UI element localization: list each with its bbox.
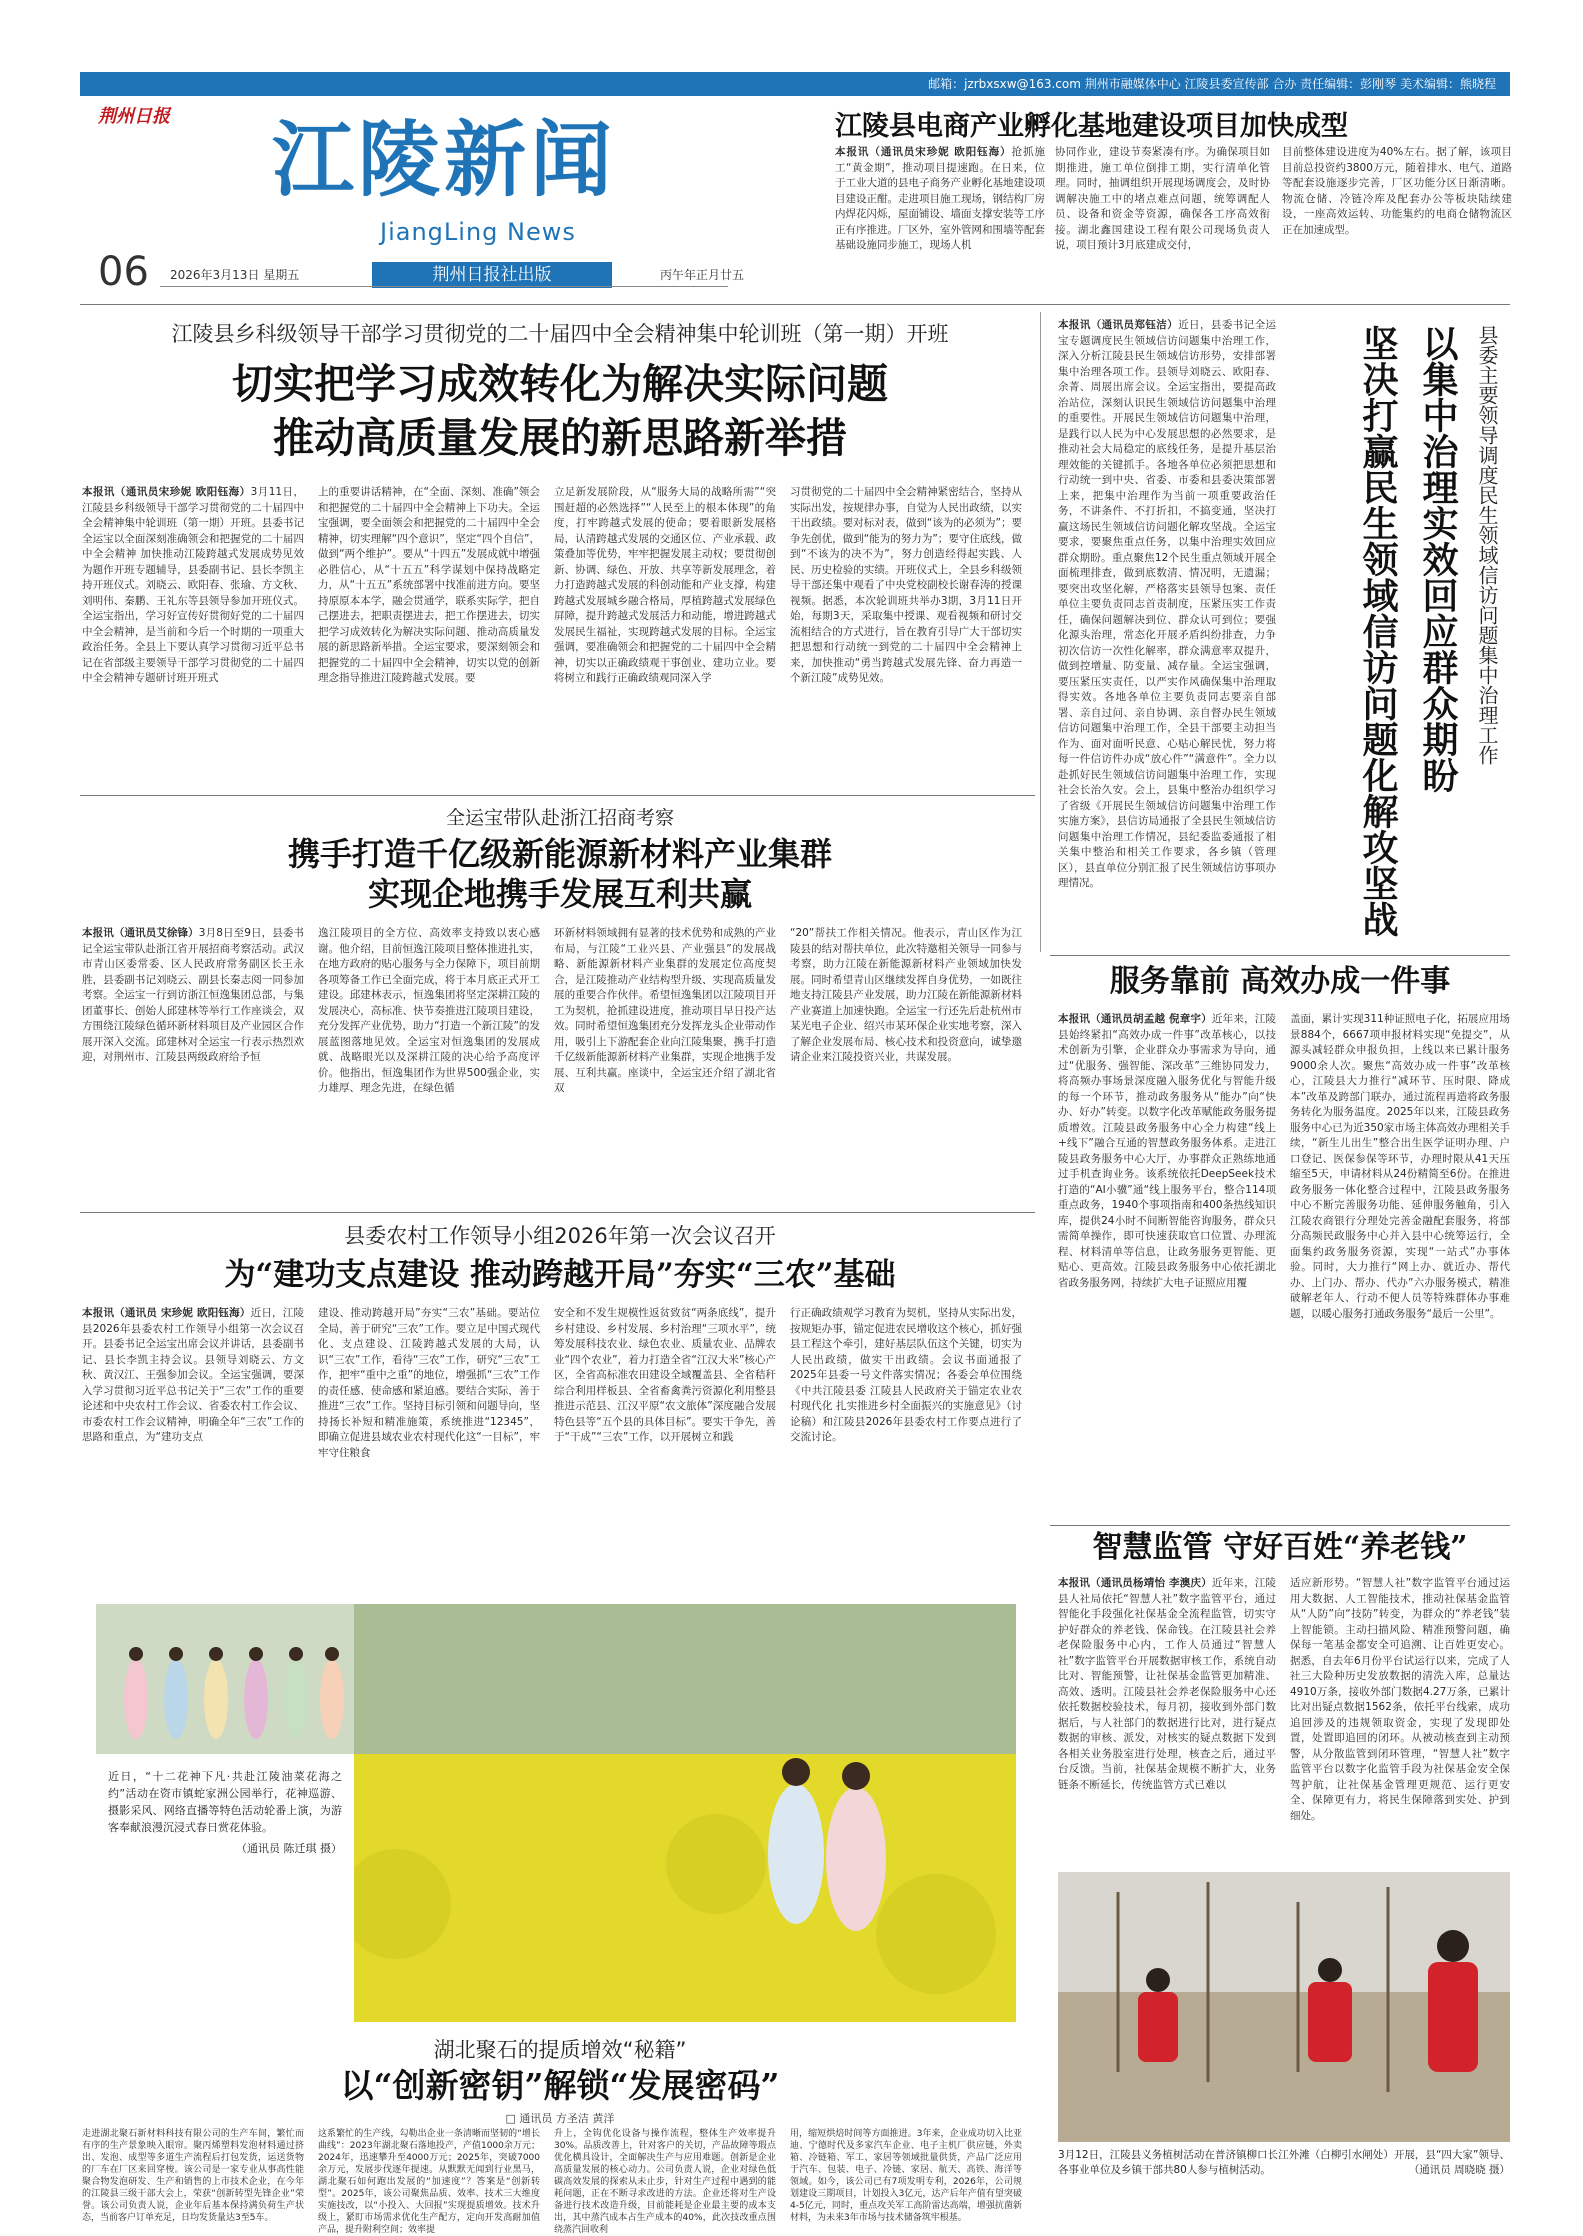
pension-col2: 适应新形势。“智慧人社”数字监管平台通过运用大数据、人工智能技术，推动社保基金监管从“人防”向“技防”转变，为群众的“养老钱”装上智能锁。主动扫描风险、精准预警问题，确保每一笔基金都安全可追溯、让百姓更安心。据悉，自去年6月份平台试运行以来，完成了人社三大险种历史发放数据的清洗入库，总量达4910万条，接收外部门数据4.27万条，已累计比对出疑点数据1562条，依托平台线索，成功追回涉及的违规领取资金，实现了发现即处置，处置即追回的闭环。从被动核查到主动预警，从分散监管到闭环管理，“智慧人社”数字监管平台以数字化监管手段为社保基金安全保驾护航，让社保基金管理更规范、运行更安全、保障更有力，将民生保障落到实处、护到细处。 bbox=[1290, 1577, 1510, 1822]
publisher-badge: 荆州日报社出版 bbox=[372, 262, 612, 288]
pension-text1: 近年来，江陵县人社局依托“智慧人社”数字监管平台，通过智能化手段强化社保基金全流程监管，切实守护好群众的养老钱、保命钱。在江陵县社会养老保险服务中心内，工作人员通过“智慧人社”数字监管平台开展数据审核工作，系统自动比对、智能预警，让社保基金监管更加精准、高效、透明。江陵县社会养老保险服务中心还依托数据校验技术，每月初，接收到外部门数据后，与人社部门的数据进行比对，进行疑点数据的审核、派发，对核实的疑点数据下发到各相关业务股室进行处理，核查之后，通过平台反馈。当前，社保基金规模不断扩大，业务链条不断延长，传统监管方式已难以 bbox=[1058, 1577, 1277, 1791]
energy-col3: 环新材料领域拥有显著的技术优势和成熟的产业布局，与江陵“工业兴县、产业强县”的发展战略、新能源新材料产业集群的发展定位高度契合，是江陵推动产业结构型升级、实现高质量发展的重要合作伙伴。希望恒逸集团以江陵项目开工为契机，抢抓建设进度，推动项目早日投产达效。同时希望恒逸集团充分发挥龙头企业带动作用，吸引上下游配套企业向江陵集聚，携手打造千亿级新能源新材料产业集群，实现企地携手发展、互利共赢。座谈中，全运宝还介绍了湖北省双 bbox=[554, 927, 776, 1094]
masthead-english: JiangLing News bbox=[380, 218, 576, 246]
section-rule-4 bbox=[80, 1212, 1035, 1213]
tree-planting-photo bbox=[1058, 1872, 1510, 2142]
masthead-title: 江陵新闻 bbox=[272, 112, 617, 208]
pension-headline: 智慧监管 守好百姓“养老钱” bbox=[1092, 1530, 1468, 1565]
section-rule-3 bbox=[1050, 955, 1510, 956]
top-info-bar: 邮箱：jzrbxsxw@163.com 荆州市融媒体中心 江陵县委宣传部 合办 责任编辑：彭刚琴 美术编辑：熊晓程 bbox=[80, 72, 1510, 96]
procession-illustration bbox=[96, 1604, 354, 1754]
gushi-col2: 这系繁忙的生产线，勾勒出企业一条清晰而坚韧的“增长曲线”：2023年湖北聚石落地投产，产值1000余万元；2024年，迅速攀升至4000万元；2025年，突破7000余万元，发展步伐逐年提速。从默默无闻到行业黑马，湖北聚石如何跑出发展的“加速度”？答案是“创新转型”。2025年，该公司聚焦品质、效率、技术三大维度实施技改，以“小投入、大回报”实现提质增效。技术升级上，紧盯市场需求优化生产配方，定向开发高耐加值产品，提升附利空间；效率提 bbox=[318, 2129, 540, 2235]
service-col1 bbox=[1058, 1012, 1276, 1520]
energy-byline: 本报讯（通讯员艾徐锋） bbox=[82, 927, 199, 939]
gushi-col3: 升上，全钩优化设备与操作流程，整体生产效率提升30%。品质改善上，针对客户的关切，产品故障等瑕点优化横具设计，全面解决生产与应用难题。创新是企业高质量发展的核心动力。公司负责人说，企业对绿色低碳高效发展的探索从未止步，针对生产过程中遇到的能耗问题，正在不断寻求改进的方法。企业还将对生产设备进行技术改造升级，目前能耗是企业最主要的成本支出，其中蒸汽成本占生产成本的40%，此次技改重点围绕蒸汽回收利 bbox=[554, 2129, 776, 2235]
agriculture-headline: 为“建功支点建设 推动跨越开局”夯实“三农”基础 bbox=[224, 1257, 896, 1293]
lead-col1 bbox=[82, 485, 304, 787]
energy-kicker: 全运宝带队赴浙江招商考察 bbox=[445, 807, 674, 829]
ecommerce-text1: 抢抓施工“黄金期”，推动项目提速跑。在日来，位于工业大道的县电子商务产业孵化基地建设项目建设正酣。走进项目施工现场，钢结构厂房内焊花闪烁，屋面铺设、墙面支撑安装等工序正有序推进。厂区外，室外管网和围墙等配套基础设施同步施工，现场人机 bbox=[835, 146, 1046, 251]
pension-col1 bbox=[1058, 1576, 1276, 1854]
gushi-col1: 走进湖北聚石新材料科技有限公司的生产车间，繁忙而有序的生产景象映入眼帘。聚丙烯塑料发泡材料通过挤出、发泡、成型等多道生产流程后打包发货，运送货物的厂车在厂区来回穿梭。该公司是一家专业从事高性能聚合物发泡研发、生产和销售的上市技术企业，在今年的江陵县三级干部大会上，荣获“创新转型先锋企业”荣誉。该公司负责人说，企业年后基本保持满负荷生产状态，当前客户订单充足，日均发货量达3至5车。 bbox=[82, 2129, 304, 2223]
gushi-kicker: 湖北聚石的提质增效“秘籍” bbox=[433, 2038, 687, 2062]
tree-caption: 3月12日，江陵县义务植树活动在普济镇柳口长江外滩（白柳引水闸处）开展，县“四大家”领导、各事业单位及乡镇干部共80人参与植树活动。 bbox=[1058, 2149, 1510, 2176]
ecommerce-headline: 江陵县电商产业孵化基地建设项目加快成型 bbox=[835, 111, 1348, 142]
ecommerce-col1 bbox=[835, 145, 1045, 280]
petition-headline-1: 以集中治理实效回应群众期盼 bbox=[1417, 325, 1459, 793]
section-rule-2 bbox=[80, 795, 1035, 796]
energy-text1: 3月8日至9日，县委书记全运宝带队赴浙江省开展招商考察活动。武汉市青山区委常委、区人民政府常务副区长王永胜，县委副书记刘晓云、副县长秦志阅一同参加考察。全运宝一行到访浙江恒逸集团总部，与集团董事长、创始人邱建林等举行工作座谈会，双方围绕江陵绿色循环新材料项目及产业园区合作展开深入交流。邱建林对全运宝一行表示热烈欢迎，对荆州市、江陵县两级政府给予恒 bbox=[82, 927, 305, 1063]
agriculture-byline: 本报讯（通讯员 宋珍妮 欧阳钰海） bbox=[82, 1307, 251, 1319]
agriculture-kicker: 县委农村工作领导小组2026年第一次会议召开 bbox=[344, 1224, 776, 1248]
energy-headline-2: 实现企地携手发展互利共赢 bbox=[367, 875, 752, 913]
service-col2: 盖面，累计实现311种证照电子化，拓展应用场景884个，6667项申报材料实现“免提交”，从源头减轻群众申报负担，上线以来已累计服务9000余人次。聚焦“高效办成一件事”改革核心，江陵县大力推行“减环节、压时限、降成本”改革及跨部门联办，通过流程再造将政务服务转化为服务温度。2025年以来，江陵县政务服务中心已为近350家市场主体高效办理相关手续，“新生儿出生”整合出生医学证明办理、户口登记、医保参保等环节，办理时限从41天压缩至5天，申请材料从24份精简至6份。在推进政务服务一体化整合过程中，江陵县政务服务中心不断完善服务功能、延伸服务触角，引入江陵农商银行分理处完善金融配套服务，将部分高频民政服务中心并入县中心统筹运行，全面集约政务服务资源，实现“一站式”办事体验。同时，大力推行“网上办、就近办、帮代办、上门办、帮办、代办”六办服务模式，精准破解老年人、行动不便人员等特殊群体办事难题，以暖心服务打通政务服务“最后一公里”。 bbox=[1290, 1013, 1510, 1320]
agriculture-col1 bbox=[82, 1306, 304, 1588]
ecommerce-col2: 协同作业，建设节奏紧凑有序。为确保项目如期推进，施工单位倒排工期，实行清单化管理。同时，抽调组织开展现场调度会，及时协调解决施工中的堵点难点问题，统筹调配人员、设备和资金等资源，确保各工序高效衔接。湖北鑫国建设工程有限公司现场负责人说，项目预计3月底建成交付， bbox=[1055, 146, 1270, 251]
service-text1: 近年来，江陵县始终紧扣“高效办成一件事”改革核心，以技术创新为引擎，企业群众办事需求为导向，通过“优服务、强智能、深改革”三维协同发力，将高频办事场景深度融入服务优化与智能升级的每一个环节，推动政务服务从“能办”向“快办、好办”转变。以数字化改革赋能政务服务提质增效。江陵县政务服务中心全力构建“线上+线下”融合互通的智慧政务服务体系。走进江陵县政务服务中心大厅，办事群众正熟练地通过手机查询业务。该系统依托DeepSeek技术打造的“AI小骥”通“线上服务平台，整合114项重点政务，1940个事项指南和400条热线知识库，提供24小时不间断智能咨询服务，群众只需简单操作，即可快速获取官口位置、办理流程、材料清单等信息，让政务服务更智能、更贴心、更高效。江陵县政务服务中心依托湖北省政务服务网，持续扩大电子证照应用覆 bbox=[1058, 1013, 1277, 1289]
issue-date: 2026年3月13日 星期五 bbox=[170, 268, 300, 282]
petition-text1: 近日，县委书记全运宝专题调度民生领域信访问题集中治理工作，深入分析江陵县民生领域信访形势，安排部署集中治理各项工作。县领导刘晓云、欧阳春、余菁、周展出席会议。全运宝指出，要提高政治站位，深刻认识民生领域信访问题集中治理的重要性。开展民生领域信访问题集中治理，是践行以人民为中心发展思想的必然要求，是推动社会大局稳定的底线任务，是提升基层治理效能的关键抓手。各地各单位必须把思想和行动统一到中央、省委、市委和县委决策部署上来，把集中治理作为当前一项重要政治任务，不讲条件、不打折扣，不搞变通，坚决打赢这场民生领域信访问题化解攻坚战。全运宝要求，要聚焦重点任务，以集中治理实效回应群众期盼。重点聚焦12个民生重点领域开展全面梳理排查，做到底数清、情况明，无遗漏；要突出攻坚化解，严格落实县领导包案、责任单位主要负责同志首责制度，压紧压实工作责任，确保问题解决到位、群众认可到位；要强化源头治理，常态化开展矛盾纠纷排查，力争初次信访一次性化解率，群众满意率双提升，做到控增量、防变量、减存量。全运宝强调，要压紧压实责任，以严实作风确保集中治理取得实效。各地各单位主要负责同志要亲自部署、亲自过问、亲自协调、亲自督办民生领域信访问题集中治理工作，全县干部要主动担当作为、面对面听民意、心贴心解民忧，努力将每一件信访件办成“放心件”“满意件”。全力以赴抓好民生领域信访问题集中治理工作，实现社会长治久安。会上，县集中整治办组织学习了省级《开展民生领域信访问题集中治理工作实施方案》，县信访局通报了全县民生领域信访问题集中治理工作情况，县纪委监委通报了相关集中整治和相关工作要求，各乡镇（管理区），县直单位分别汇报了民生领域信访事项办理情况。 bbox=[1058, 319, 1277, 889]
energy-headline-1: 携手打造千亿级新能源新材料产业集群 bbox=[287, 835, 832, 873]
gushi-byline: □ 通讯员 方圣洁 黄洋 bbox=[505, 2112, 615, 2125]
service-byline: 本报讯（通讯员胡孟越 倪章宇） bbox=[1058, 1013, 1212, 1025]
lunar-date: 丙午年正月廿五 bbox=[660, 268, 745, 282]
page-number: 06 bbox=[98, 249, 149, 295]
tree-credit: （通讯员 周晓晓 摄） bbox=[1408, 2164, 1510, 2176]
flower-field-photo bbox=[96, 1604, 1016, 2022]
flower-credit: （通讯员 陈迁琪 摄） bbox=[236, 1842, 342, 1855]
flower-caption-box bbox=[96, 1754, 354, 2022]
pension-byline: 本报讯（通讯员杨靖怡 李澳庆） bbox=[1058, 1577, 1212, 1589]
energy-col1 bbox=[82, 926, 304, 1202]
column-divider bbox=[1040, 312, 1041, 952]
flower-inset-photo bbox=[96, 1604, 354, 1754]
ecommerce-byline: 本报讯（通讯员宋珍妮 欧阳钰海） bbox=[835, 146, 1012, 158]
gushi-col4: 用，缩短烘焙时间等方面推进。3年来，企业成功切入比亚迪、宁德时代及多家汽车企业、电子主机厂供应链，外卖箱、冷链箱、军工、家居等领域批量供货，产品广泛应用于汽车、包装、电子、冷链、家居、航天、高铁、海洋等领域。如今，该公司已有7项发明专利，2026年，公司规划建设三期项目，计划投入3亿元，达产后年产值有望突破4-5亿元，同时，重点攻关军工高阶雷达高端，增强抗菌新材料，为未来3年市场与技术储备筑牢根基。 bbox=[790, 2129, 1022, 2223]
lead-col3: 立足新发展阶段，从“服务大局的战略所需”“突围赶超的必然选择”“人民至上的根本体现”的角度，打牢跨越式发展的使命；要着眼新发展格局，认清跨越式发展的交通区位、产业承载、政策叠加等优势，牢牢把握发展主动权；要贯彻创新、协调、绿色、开放、共享等新发展理念，着力打造跨越式发展的科创动能和产业支撑，构建跨越式发展城乡融合格局，厚植跨越式发展绿色屏障，提升跨越式发展活力和动能，增进跨越式发展民生福祉，实现跨越式发展的目标。全运宝强调，要准确领会和把握党的二十届四中全会精神，切实以正确政绩观干事创业、建功立业。要将树立和践行正确政绩观同深入学 bbox=[554, 486, 776, 684]
lead-headline-2: 推动高质量发展的新思路新举措 bbox=[273, 414, 847, 462]
tree-planting-illustration bbox=[1058, 1872, 1510, 2142]
petition-col1 bbox=[1058, 318, 1276, 950]
agriculture-col4: 行正确政绩观学习教育为契机，坚持从实际出发，按规矩办事，锚定促进农民增收这个核心，抓好强县工程这个牵引，建好基层队伍这个关键，切实为人民出政绩，做实干出政绩。会议书面通报了2025年县委一号文件落实情况；各委会单位围绕《中共江陵县委 江陵县人民政府关于锚定农业农村现代化 扎实推进乡村全面振兴的实施意见》（讨论稿）和江陵县2026年县委农村工作要点进行了交流讨论。 bbox=[790, 1307, 1022, 1443]
header-rule bbox=[160, 286, 728, 287]
agriculture-col2: 建设、推动跨越开局”夯实“三农”基础。要站位全局，善于研究“三农”工作。要立足中国式现代化、支点建设、江陵跨越式发展的大局，认识“三农”工作，看待“三农”工作，研究“三农”工作，把牢“重中之重”的地位，增强抓“三农”工作的责任感、使命感和紧迫感。要结合实际，善于推进“三农”工作。坚持目标引领和问题导向，坚持扬长补短和精准施策，系统推进“12345”，即确立促进县域农业农村现代化这“一目标”，牢牢守住粮食 bbox=[318, 1307, 540, 1459]
ecommerce-col3: 目前整体建设进度为40%左右。据了解，该项目目前总投资约3800万元，随着排水、电气、道路等配套设施逐步完善，厂区功能分区日渐清晰。物流仓储、冷链冷库及配套办公等板块陆续建设，一座高效运转、功能集约的电商仓储物流区正在加速成型。 bbox=[1282, 146, 1512, 236]
energy-col2: 逸江陵项目的全方位、高效率支持致以衷心感谢。他介绍，目前恒逸江陵项目整体推进扎实，在地方政府的贴心服务与全力保障下，项目前期各项筹备工作已全面完成，将于本月底正式开工建设。邱建林表示，恒逸集团将坚定深耕江陵的发展决心，高标准、快节奏推进江陵项目建设，充分发挥产业优势，助力“打造一个新江陵”的发展蓝图落地见效。全运宝对恒逸集团的发展成就、战略眼光以及深耕江陵的决心给予高度评价。他指出，恒逸集团作为世界500强企业，实力雄厚、理念先进，在绿色循 bbox=[318, 927, 540, 1094]
newspaper-logo: 荆州日报 bbox=[98, 106, 170, 127]
energy-col4: “20”帮扶工作相关情况。他表示，青山区作为江陵县的结对帮扶单位，此次特邀相关领导一同参与考察，助力江陵在新能源新材料产业领域加快发展。同时希望青山区继续发挥自身优势，一如既往地支持江陵县产业发展，助力江陵在新能源新材料产业赛道上加速快跑。全运宝一行还先后赴杭州市某光电子企业、绍兴市某环保企业实地考察，深入了解企业发展布局、核心技术和投资意向，诚挚邀请企业来江陵投资兴业，共谋发展。 bbox=[790, 927, 1022, 1063]
section-rule-5 bbox=[1050, 1525, 1510, 1526]
petition-headline-2: 坚决打赢民生领域信访问题化解攻坚战 bbox=[1357, 325, 1399, 937]
agriculture-text1: 近日，江陵县2026年县委农村工作领导小组第一次会议召开。县委书记全运宝出席会议并讲话，县委副书记、县长李凯主持会议。县领导刘晓云、方文秋、黄汉江、王强参加会议。全运宝强调，要深入学习贯彻习近平总书记关于“三农”工作的重要论述和中央农村工作会议、省委农村工作会议、市委农村工作会议精神，明确全年“三农”工作的思路和重点，为“建功支点 bbox=[82, 1307, 305, 1443]
lead-col2: 上的重要讲话精神，在“全面、深刻、准确”领会和把握党的二十届四中全会精神上下功夫。全运宝强调，要全面领会和把握党的二十届四中全会精神，切实理解“四个意识”，坚定“四个自信”，做到“两个维护”。要从“十四五”发展成就中增强必胜信心，从“十五五”科学谋划中保持战略定力，从“十五五”系统部署中找准前进方向。要坚持原原本本学，融会贯通学，联系实际学，把自己摆进去，把职责摆进去，把工作摆进去，切实把学习成效转化为解决实际问题、推动高质量发展的新思路新举措。全运宝要求，要深刻领会和把握党的二十届四中全会精神，切实以党的创新理念指导推进江陵跨越式发展。要 bbox=[318, 486, 540, 684]
tree-caption-box bbox=[1058, 2148, 1510, 2178]
lead-headline-1: 切实把学习成效转化为解决实际问题 bbox=[232, 360, 888, 408]
petition-byline: 本报讯（通讯员郑钰洁） bbox=[1058, 319, 1179, 331]
lead-text1: 3月11日，江陵县乡科级领导干部学习贯彻党的二十届四中全会精神集中轮训班（第一期）开班。县委书记全运宝以全面深刻准确领会和把握党的二十届四中全会精神 加快推动江陵跨越式发展成势见效为题作开班专题辅导，县委副书记、县长李凯主持开班仪式。刘晓云、欧阳春、张瑜、方文秋、刘明伟、秦鹏、王礼东等县领导参加开班仪式。全运宝指出，学习好宣传好贯彻好党的二十届四中全会精神，是当前和今后一个时期的一项重大政治任务。全县上下要认真学习贯彻习近平总书记在省部级主要领导干部学习贯彻党的二十届四中全会精神专题研讨班开班式 bbox=[82, 486, 304, 684]
lead-kicker: 江陵县乡科级领导干部学习贯彻党的二十届四中全会精神集中轮训班（第一期）开班 bbox=[171, 322, 949, 346]
lead-byline: 本报讯（通讯员宋珍妮 欧阳钰海） bbox=[82, 486, 251, 498]
flower-caption: 近日，“十二花神下凡·共赴江陵油菜花海之约”活动在资市镇蛇家洲公园举行，花神巡游、摄影采风、网络直播等特色活动轮番上演，为游客奉献浪漫沉浸式春日赏花体验。 bbox=[108, 1770, 342, 1834]
section-rule bbox=[80, 304, 1510, 305]
gushi-headline: 以“创新密钥”解锁“发展密码” bbox=[340, 2066, 780, 2105]
petition-kicker: 县委主要领导调度民生领域信访问题集中治理工作 bbox=[1475, 325, 1499, 765]
lead-col4: 习贯彻党的二十届四中全会精神紧密结合，坚持从实际出发，按规律办事，自觉为人民出政绩，以实干出政绩。要对标对表，做到“该为的必须为”；要争先创优，做到“能为的努力为”；要守住底线，做到“不该为的决不为”，努力创造经得起实践、人民、历史检验的实绩。开班仪式上，全县乡科级领导干部还集中观看了中央党校副校长谢春涛的授课视频。据悉，本次轮训班共举办3期，3月11日开始，每期3天，采取集中授课、观看视频和研讨交流相结合的方式进行，旨在教育引导广大干部切实把思想和行动统一到党的二十届四中全会精神上来，加快推动“勇当跨越式发展先锋、奋力再造一个新江陵”成势见效。 bbox=[790, 486, 1022, 684]
agriculture-col3: 安全和不发生规模性返贫致贫“两条底线”，提升乡村建设、乡村发展、乡村治理“三项水平”，统筹发展科技农业、绿色农业、质量农业、品牌农业“四个农业”，着力打造全省“江汉大米”核心产区，全省高标准农田建设全域覆盖县、全省秸秆综合利用样板县、全省畜禽粪污资源化利用整县推进示范县、江汉平原“农文旅体”深度融合发展特色县等“五个县的具体目标”。要实干争先，善于“干成”“三农”工作，以开展树立和践 bbox=[554, 1307, 776, 1443]
service-headline: 服务靠前 高效办成一件事 bbox=[1109, 964, 1451, 999]
